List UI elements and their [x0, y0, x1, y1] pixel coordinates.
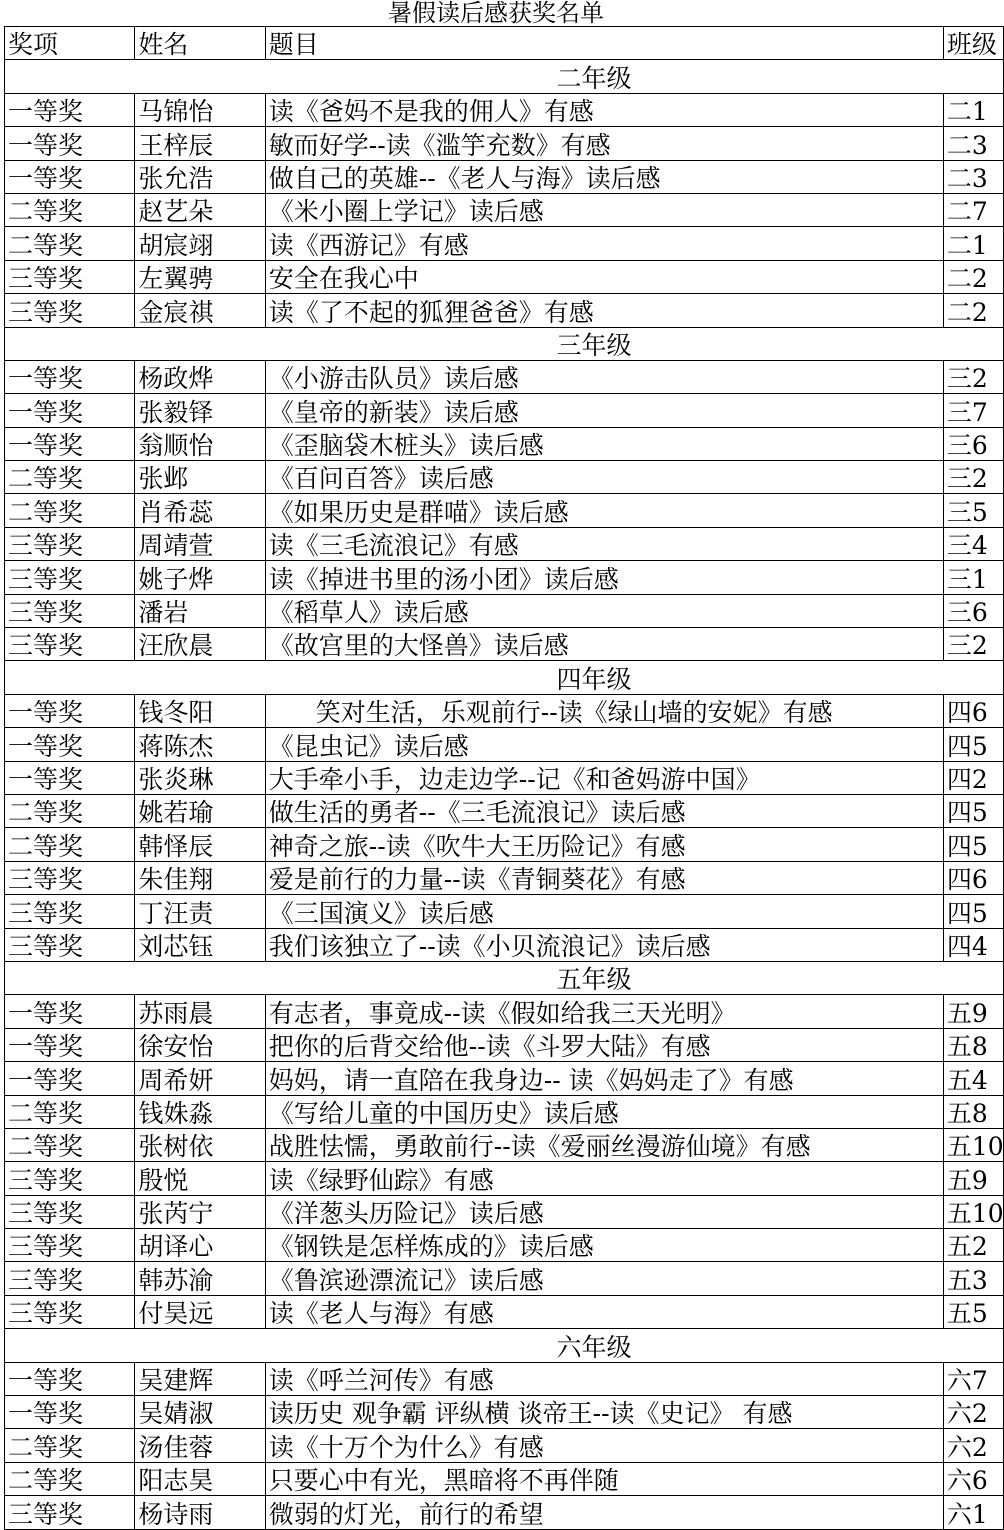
student-name-cell: 肖希蕊	[135, 494, 265, 527]
essay-topic-cell: 读《西游记》有感	[265, 227, 943, 260]
student-name-cell: 丁汪责	[135, 895, 265, 928]
essay-topic-cell: 读《爸妈不是我的佣人》有感	[265, 93, 943, 126]
class-cell: 三6	[943, 427, 1003, 460]
essay-topic-cell: 《百问百答》读后感	[265, 461, 943, 494]
essay-topic-cell: 《钢铁是怎样炼成的》读后感	[265, 1229, 943, 1262]
table-row	[5, 895, 1004, 928]
table-row	[5, 928, 1004, 961]
award-cell: 三等奖	[5, 1229, 135, 1262]
award-cell: 一等奖	[5, 360, 135, 393]
student-name-cell: 朱佳翔	[135, 861, 265, 894]
sheet-title: 暑假读后感获奖名单	[388, 0, 604, 27]
essay-topic-cell: 《皇帝的新装》读后感	[265, 394, 943, 427]
header-topic: 题目	[265, 27, 943, 60]
class-cell: 二2	[943, 294, 1003, 327]
class-cell: 四5	[943, 895, 1003, 928]
table-row	[5, 828, 1004, 861]
table-row	[5, 694, 1004, 727]
table-row	[5, 1396, 1004, 1429]
award-cell: 一等奖	[5, 995, 135, 1028]
table-row	[5, 1028, 1004, 1061]
award-cell: 三等奖	[5, 594, 135, 627]
student-name-cell: 张允浩	[135, 160, 265, 193]
essay-topic-cell: 读《三毛流浪记》有感	[265, 527, 943, 560]
header-class: 班级	[943, 27, 1003, 60]
class-cell: 五10	[943, 1128, 1003, 1161]
table-row	[5, 160, 1004, 193]
student-name-cell: 韩苏渝	[135, 1262, 265, 1295]
student-name-cell: 金宸祺	[135, 294, 265, 327]
class-cell: 六2	[943, 1396, 1003, 1429]
essay-topic-cell: 读《十万个为什么》有感	[265, 1429, 943, 1462]
class-cell: 五4	[943, 1062, 1003, 1095]
header-name: 姓名	[135, 27, 265, 60]
table-row	[5, 1195, 1004, 1228]
class-cell: 六7	[943, 1362, 1003, 1395]
award-cell: 三等奖	[5, 861, 135, 894]
class-cell: 二3	[943, 160, 1003, 193]
class-cell: 四6	[943, 861, 1003, 894]
student-name-cell: 张芮宁	[135, 1195, 265, 1228]
award-cell: 一等奖	[5, 1362, 135, 1395]
class-cell: 五3	[943, 1262, 1003, 1295]
award-cell: 三等奖	[5, 628, 135, 661]
essay-topic-cell: 《故宫里的大怪兽》读后感	[265, 628, 943, 661]
table-row	[5, 427, 1004, 460]
header-row	[5, 27, 1004, 60]
essay-topic-cell: 《鲁滨逊漂流记》读后感	[265, 1262, 943, 1295]
essay-topic-cell: 有志者，事竟成--读《假如给我三天光明》	[265, 995, 943, 1028]
award-cell: 二等奖	[5, 227, 135, 260]
essay-topic-cell: 读《绿野仙踪》有感	[265, 1162, 943, 1195]
grade-section-row	[5, 961, 1004, 994]
award-cell: 三等奖	[5, 294, 135, 327]
essay-topic-cell: 妈妈，请一直陪在我身边-- 读《妈妈走了》有感	[265, 1062, 943, 1095]
table-row	[5, 1262, 1004, 1295]
class-cell: 三2	[943, 360, 1003, 393]
grade-section-cell	[5, 961, 1004, 994]
student-name-cell: 周靖萱	[135, 527, 265, 560]
essay-topic-cell: 读历史 观争霸 评纵横 谈帝王--读《史记》 有感	[265, 1396, 943, 1429]
table-row	[5, 127, 1004, 160]
essay-topic-cell: 《小游击队员》读后感	[265, 360, 943, 393]
table-row	[5, 461, 1004, 494]
table-row	[5, 628, 1004, 661]
class-cell: 二3	[943, 127, 1003, 160]
award-cell: 三等奖	[5, 1195, 135, 1228]
grade-label: 五年级	[556, 965, 632, 995]
award-cell: 一等奖	[5, 394, 135, 427]
essay-topic-cell: 《三国演义》读后感	[265, 895, 943, 928]
table-row	[5, 1162, 1004, 1195]
table-row	[5, 1496, 1004, 1529]
table-row	[5, 227, 1004, 260]
essay-topic-cell: 把你的后背交给他--读《斗罗大陆》有感	[265, 1028, 943, 1061]
class-cell: 三1	[943, 561, 1003, 594]
essay-topic-cell: 《歪脑袋木桩头》读后感	[265, 427, 943, 460]
table-row	[5, 861, 1004, 894]
class-cell: 三5	[943, 494, 1003, 527]
award-cell: 二等奖	[5, 828, 135, 861]
table-row	[5, 561, 1004, 594]
class-cell: 四4	[943, 928, 1003, 961]
essay-topic-cell: 只要心中有光，黑暗将不再伴随	[265, 1462, 943, 1495]
award-cell: 三等奖	[5, 1262, 135, 1295]
essay-topic-cell: 《稻草人》读后感	[265, 594, 943, 627]
award-table	[4, 26, 1004, 1530]
award-cell: 二等奖	[5, 1128, 135, 1161]
table-row	[5, 1295, 1004, 1328]
grade-label: 二年级	[556, 63, 632, 93]
grade-label: 四年级	[556, 664, 632, 694]
table-row	[5, 761, 1004, 794]
table-row	[5, 527, 1004, 560]
table-row	[5, 995, 1004, 1028]
table-row	[5, 294, 1004, 327]
student-name-cell: 徐安怡	[135, 1028, 265, 1061]
class-cell: 三2	[943, 461, 1003, 494]
essay-topic-cell: 战胜怯懦，勇敢前行--读《爱丽丝漫游仙境》有感	[265, 1128, 943, 1161]
student-name-cell: 张炎琳	[135, 761, 265, 794]
student-name-cell: 赵艺朵	[135, 193, 265, 226]
award-cell: 三等奖	[5, 561, 135, 594]
table-row	[5, 494, 1004, 527]
award-cell: 一等奖	[5, 1062, 135, 1095]
award-cell: 一等奖	[5, 761, 135, 794]
award-cell: 一等奖	[5, 694, 135, 727]
table-row	[5, 1362, 1004, 1395]
class-cell: 五5	[943, 1295, 1003, 1328]
essay-topic-cell: 读《呼兰河传》有感	[265, 1362, 943, 1395]
class-cell: 三7	[943, 394, 1003, 427]
class-cell: 四5	[943, 794, 1003, 827]
table-row	[5, 193, 1004, 226]
award-cell: 一等奖	[5, 127, 135, 160]
student-name-cell: 姚若瑜	[135, 794, 265, 827]
grade-section-cell	[5, 327, 1004, 360]
student-name-cell: 王梓辰	[135, 127, 265, 160]
header-award: 奖项	[5, 27, 135, 60]
essay-topic-cell: 《昆虫记》读后感	[265, 728, 943, 761]
essay-topic-cell: 做自己的英雄--《老人与海》读后感	[265, 160, 943, 193]
class-cell: 二7	[943, 193, 1003, 226]
student-name-cell: 阳志昊	[135, 1462, 265, 1495]
essay-topic-cell: 爱是前行的力量--读《青铜葵花》有感	[265, 861, 943, 894]
essay-topic-cell: 读《掉进书里的汤小团》读后感	[265, 561, 943, 594]
class-cell: 四2	[943, 761, 1003, 794]
grade-section-cell	[5, 1329, 1004, 1362]
grade-label: 三年级	[556, 330, 632, 360]
student-name-cell: 张树依	[135, 1128, 265, 1161]
grade-section-cell	[5, 661, 1004, 694]
class-cell: 五8	[943, 1095, 1003, 1128]
award-table-body	[5, 27, 1004, 1530]
essay-topic-cell: 《米小圈上学记》读后感	[265, 193, 943, 226]
award-cell: 一等奖	[5, 1028, 135, 1061]
award-cell: 一等奖	[5, 160, 135, 193]
student-name-cell: 汪欣晨	[135, 628, 265, 661]
essay-topic-cell: 《如果历史是群喵》读后感	[265, 494, 943, 527]
class-cell: 六1	[943, 1496, 1003, 1529]
student-name-cell: 钱冬阳	[135, 694, 265, 727]
class-cell: 二2	[943, 260, 1003, 293]
essay-topic-cell: 我们该独立了--读《小贝流浪记》读后感	[265, 928, 943, 961]
class-cell: 二1	[943, 227, 1003, 260]
student-name-cell: 张毅铎	[135, 394, 265, 427]
student-name-cell: 杨诗雨	[135, 1496, 265, 1529]
award-cell: 一等奖	[5, 427, 135, 460]
table-row	[5, 394, 1004, 427]
class-cell: 五10	[943, 1195, 1003, 1228]
essay-topic-cell: 读《了不起的狐狸爸爸》有感	[265, 294, 943, 327]
student-name-cell: 蒋陈杰	[135, 728, 265, 761]
student-name-cell: 胡宸翊	[135, 227, 265, 260]
essay-topic-cell: 神奇之旅--读《吹牛大王历险记》有感	[265, 828, 943, 861]
essay-topic-cell: 大手牵小手，边走边学--记《和爸妈游中国》	[265, 761, 943, 794]
table-row	[5, 1229, 1004, 1262]
essay-topic-cell: 敏而好学--读《滥竽充数》有感	[265, 127, 943, 160]
grade-section-row	[5, 1329, 1004, 1362]
essay-topic-cell: 《写给儿童的中国历史》读后感	[265, 1095, 943, 1128]
class-cell: 五8	[943, 1028, 1003, 1061]
student-name-cell: 韩怿辰	[135, 828, 265, 861]
table-row	[5, 728, 1004, 761]
student-name-cell: 周希妍	[135, 1062, 265, 1095]
award-cell: 三等奖	[5, 1496, 135, 1529]
class-cell: 三4	[943, 527, 1003, 560]
student-name-cell: 翁顺怡	[135, 427, 265, 460]
student-name-cell: 左翼骋	[135, 260, 265, 293]
student-name-cell: 殷悦	[135, 1162, 265, 1195]
award-cell: 三等奖	[5, 260, 135, 293]
student-name-cell: 付昊远	[135, 1295, 265, 1328]
award-cell: 二等奖	[5, 1429, 135, 1462]
grade-section-row	[5, 60, 1004, 93]
award-cell: 一等奖	[5, 728, 135, 761]
table-row	[5, 1062, 1004, 1095]
class-cell: 四5	[943, 828, 1003, 861]
essay-topic-cell: 做生活的勇者--《三毛流浪记》读后感	[265, 794, 943, 827]
award-cell: 一等奖	[5, 93, 135, 126]
student-name-cell: 吴婧淑	[135, 1396, 265, 1429]
class-cell: 五2	[943, 1229, 1003, 1262]
student-name-cell: 钱姝淼	[135, 1095, 265, 1128]
student-name-cell: 汤佳蓉	[135, 1429, 265, 1462]
award-cell: 二等奖	[5, 461, 135, 494]
table-row	[5, 794, 1004, 827]
table-row	[5, 93, 1004, 126]
student-name-cell: 胡译心	[135, 1229, 265, 1262]
award-cell: 一等奖	[5, 1396, 135, 1429]
class-cell: 三2	[943, 628, 1003, 661]
class-cell: 四5	[943, 728, 1003, 761]
class-cell: 三6	[943, 594, 1003, 627]
grade-section-row	[5, 661, 1004, 694]
essay-topic-cell: 笑对生活，乐观前行--读《绿山墙的安妮》有感	[265, 694, 943, 727]
table-row	[5, 1462, 1004, 1495]
grade-label: 六年级	[556, 1332, 632, 1362]
class-cell: 二1	[943, 93, 1003, 126]
award-cell: 三等奖	[5, 527, 135, 560]
essay-topic-cell: 读《老人与海》有感	[265, 1295, 943, 1328]
class-cell: 六6	[943, 1462, 1003, 1495]
award-cell: 三等奖	[5, 1295, 135, 1328]
essay-topic-cell: 微弱的灯光，前行的希望	[265, 1496, 943, 1529]
award-cell: 三等奖	[5, 928, 135, 961]
class-cell: 四6	[943, 694, 1003, 727]
table-row	[5, 260, 1004, 293]
student-name-cell: 吴建辉	[135, 1362, 265, 1395]
table-row	[5, 1429, 1004, 1462]
table-row	[5, 594, 1004, 627]
award-cell: 二等奖	[5, 1462, 135, 1495]
student-name-cell: 杨政烨	[135, 360, 265, 393]
award-cell: 二等奖	[5, 794, 135, 827]
essay-topic-cell: 《洋葱头历险记》读后感	[265, 1195, 943, 1228]
award-cell: 三等奖	[5, 1162, 135, 1195]
essay-topic-cell: 安全在我心中	[265, 260, 943, 293]
student-name-cell: 姚子烨	[135, 561, 265, 594]
class-cell: 六2	[943, 1429, 1003, 1462]
table-row	[5, 360, 1004, 393]
student-name-cell: 张邺	[135, 461, 265, 494]
award-cell: 二等奖	[5, 193, 135, 226]
student-name-cell: 马锦怡	[135, 93, 265, 126]
grade-section-row	[5, 327, 1004, 360]
class-cell: 五9	[943, 995, 1003, 1028]
student-name-cell: 潘岩	[135, 594, 265, 627]
table-row	[5, 1128, 1004, 1161]
award-cell: 三等奖	[5, 895, 135, 928]
class-cell: 五9	[943, 1162, 1003, 1195]
award-cell: 二等奖	[5, 1095, 135, 1128]
table-row	[5, 1095, 1004, 1128]
grade-section-cell	[5, 60, 1004, 93]
award-cell: 二等奖	[5, 494, 135, 527]
student-name-cell: 刘芯钰	[135, 928, 265, 961]
student-name-cell: 苏雨晨	[135, 995, 265, 1028]
